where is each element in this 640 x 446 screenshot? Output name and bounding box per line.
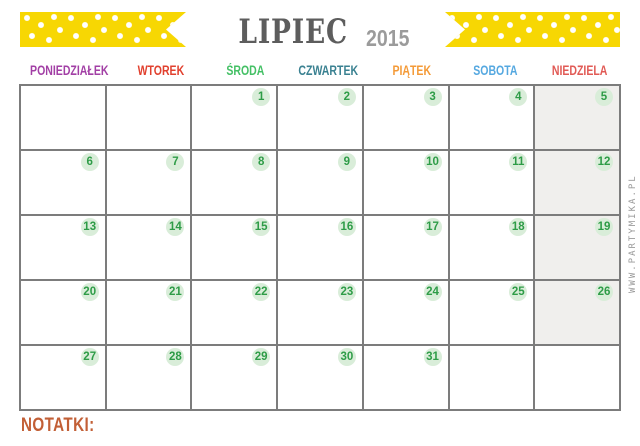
day-cell-sunday	[535, 86, 619, 149]
day-cell	[364, 216, 448, 279]
day-cell	[192, 151, 276, 214]
day-cell-sunday-last	[535, 346, 619, 409]
weekday-label: SOBOTA	[473, 62, 518, 78]
weekday-header-tuesday	[120, 62, 204, 80]
day-number: 14	[166, 218, 184, 236]
weekday-header-friday	[370, 62, 454, 80]
day-cell	[278, 151, 362, 214]
day-cell	[450, 281, 534, 344]
day-cell	[21, 151, 105, 214]
month-title: LIPIEC	[238, 12, 349, 52]
day-cell-sunday	[535, 281, 619, 344]
day-cell	[107, 281, 191, 344]
day-number: 20	[81, 283, 99, 301]
weekday-header-monday	[19, 62, 120, 80]
day-cell	[107, 346, 191, 409]
day-cell	[192, 216, 276, 279]
weekday-label: CZWARTEK	[298, 62, 359, 78]
day-number: 7	[166, 153, 184, 171]
day-cell	[450, 216, 534, 279]
day-number: 31	[424, 348, 442, 366]
day-number: 12	[595, 153, 613, 171]
weekday-label: NIEDZIELA	[551, 62, 607, 78]
day-cell	[278, 346, 362, 409]
day-number: 2	[338, 88, 356, 106]
day-cell	[107, 86, 191, 149]
day-cell	[364, 281, 448, 344]
site-watermark: WWW.PARTYMIKA.PL	[628, 174, 638, 294]
day-number: 15	[252, 218, 270, 236]
day-number: 30	[338, 348, 356, 366]
day-cell	[107, 151, 191, 214]
weekday-label: PONIEDZIAŁEK	[30, 62, 109, 78]
day-cell	[21, 346, 105, 409]
polka-dot-ribbon-right	[445, 12, 620, 47]
day-number: 8	[252, 153, 270, 171]
day-cell	[192, 281, 276, 344]
day-number: 19	[595, 218, 613, 236]
day-number: 11	[509, 153, 527, 171]
day-cell	[278, 86, 362, 149]
day-number: 29	[252, 348, 270, 366]
notes-label: NOTATKI:	[21, 415, 95, 436]
day-cell	[107, 216, 191, 279]
day-number: 18	[509, 218, 527, 236]
day-cell	[450, 346, 534, 409]
day-number: 28	[166, 348, 184, 366]
day-cell	[192, 346, 276, 409]
day-number: 17	[424, 218, 442, 236]
day-cell	[364, 151, 448, 214]
weekday-header-thursday	[287, 62, 371, 80]
day-number: 16	[338, 218, 356, 236]
polka-dot-ribbon-left	[20, 12, 186, 47]
day-number: 6	[81, 153, 99, 171]
day-cell	[364, 86, 448, 149]
day-number: 1	[252, 88, 270, 106]
day-cell	[21, 281, 105, 344]
weekday-header-saturday	[454, 62, 538, 80]
day-number: 4	[509, 88, 527, 106]
day-number: 26	[595, 283, 613, 301]
day-number: 21	[166, 283, 184, 301]
day-cell	[450, 151, 534, 214]
calendar-grid	[19, 84, 621, 411]
day-cell	[450, 86, 534, 149]
day-cell	[278, 216, 362, 279]
day-cell	[364, 346, 448, 409]
day-cell	[192, 86, 276, 149]
day-number: 24	[424, 283, 442, 301]
day-cell	[278, 281, 362, 344]
weekday-header-sunday	[537, 62, 621, 80]
day-cell	[21, 86, 105, 149]
day-cell	[21, 216, 105, 279]
weekday-label: WTOREK	[137, 62, 185, 78]
weekday-label: PIĄTEK	[392, 62, 432, 78]
day-cell-sunday	[535, 151, 619, 214]
day-number: 25	[509, 283, 527, 301]
day-number: 10	[424, 153, 442, 171]
day-number: 22	[252, 283, 270, 301]
day-number: 13	[81, 218, 99, 236]
weekday-header-wednesday	[203, 62, 287, 80]
day-number: 27	[81, 348, 99, 366]
day-number: 23	[338, 283, 356, 301]
day-number: 3	[424, 88, 442, 106]
day-number: 9	[338, 153, 356, 171]
day-cell-sunday	[535, 216, 619, 279]
year-title: 2015	[365, 25, 410, 51]
day-number: 5	[595, 88, 613, 106]
weekday-label: ŚRODA	[225, 62, 264, 78]
weekday-header-row	[19, 59, 621, 82]
